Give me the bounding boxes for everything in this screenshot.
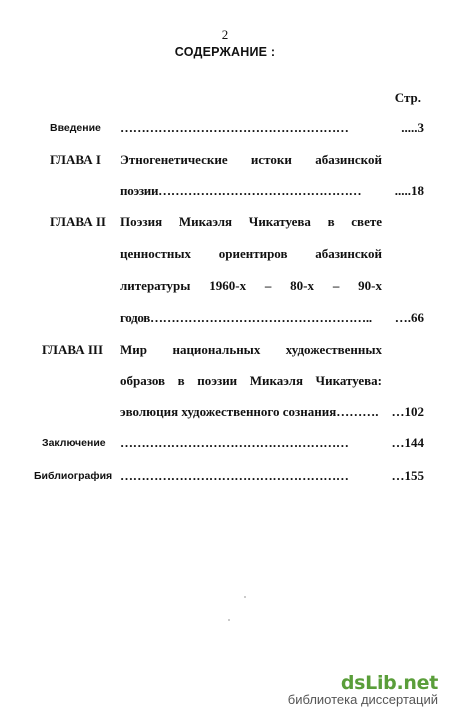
word: в (327, 214, 335, 229)
toc-chapter-2-label: ГЛАВА II (50, 214, 106, 229)
word: ориентиров (218, 246, 288, 261)
scan-speck (244, 596, 246, 598)
word: Чикатуева (248, 214, 311, 229)
toc-chapter-2-line-1 (120, 214, 382, 230)
toc-entry-intro-dots: ……………………………………………… (120, 120, 349, 135)
toc-entry-conclusion-page: …144 (391, 435, 424, 450)
toc-chapter-3-line-3: эволюция художественного сознания………. (120, 404, 379, 419)
toc-entry-conclusion-dots: ……………………………………………… (120, 435, 349, 450)
page-title: СОДЕРЖАНИЕ : (174, 45, 276, 59)
word: истоки (250, 152, 292, 167)
toc-chapter-1-label: ГЛАВА I (50, 152, 101, 167)
word: Поэзия (120, 214, 163, 229)
toc-chapter-3-line-1 (120, 342, 382, 358)
toc-entry-conclusion-label: Заключение (42, 437, 106, 449)
toc-chapter-3-label: ГЛАВА III (42, 342, 104, 357)
word: художественных (285, 342, 382, 357)
toc-chapter-1-line-1 (120, 152, 382, 168)
word: национальных (172, 342, 261, 357)
toc-chapter-2-line-3 (120, 278, 382, 294)
toc-chapter-1-line-2: поэзии………………………………………… (120, 183, 362, 198)
word: 80-х (290, 278, 315, 293)
word: – (332, 278, 340, 293)
word: абазинской (315, 152, 382, 167)
word: 90-х (358, 278, 382, 293)
word: поэзии (197, 373, 238, 388)
pages-column-label: Стр. (394, 90, 421, 105)
toc-chapter-2-page: ….66 (394, 310, 424, 325)
word: в (177, 373, 185, 388)
scan-speck (228, 619, 230, 621)
word: 1960-х (209, 278, 247, 293)
page-number: 2 (221, 27, 229, 42)
toc-entry-intro-label: Введение (50, 122, 101, 134)
word: ценностных (120, 246, 192, 261)
word: свете (351, 214, 382, 229)
word: литературы (120, 278, 191, 293)
toc-chapter-2-line-4: годов…………………………………………….. (120, 310, 372, 325)
toc-entry-bibliography-page: …155 (391, 468, 424, 483)
word: образов (120, 373, 166, 388)
word: Чикатуева: (315, 373, 382, 388)
word: Микаэля (249, 373, 303, 388)
toc-entry-bibliography-label: Библиография (34, 470, 113, 482)
toc-chapter-3-line-2 (120, 373, 382, 389)
toc-entry-intro-page: .....3 (401, 120, 424, 135)
word: Этногенетические (120, 152, 228, 167)
toc-chapter-3-page: …102 (391, 404, 424, 419)
word: Микаэля (178, 214, 233, 229)
watermark-logo (288, 672, 438, 707)
watermark-subtitle: библиотека диссертаций (287, 692, 438, 707)
word: – (264, 278, 272, 293)
watermark-brand: dsLib.net (340, 672, 438, 694)
word: абазинской (315, 246, 382, 261)
toc-entry-bibliography-dots: ……………………………………………… (120, 468, 349, 483)
toc-chapter-2-line-2 (120, 246, 382, 262)
word: Мир (120, 342, 147, 357)
toc-chapter-1-page: .....18 (394, 183, 424, 198)
